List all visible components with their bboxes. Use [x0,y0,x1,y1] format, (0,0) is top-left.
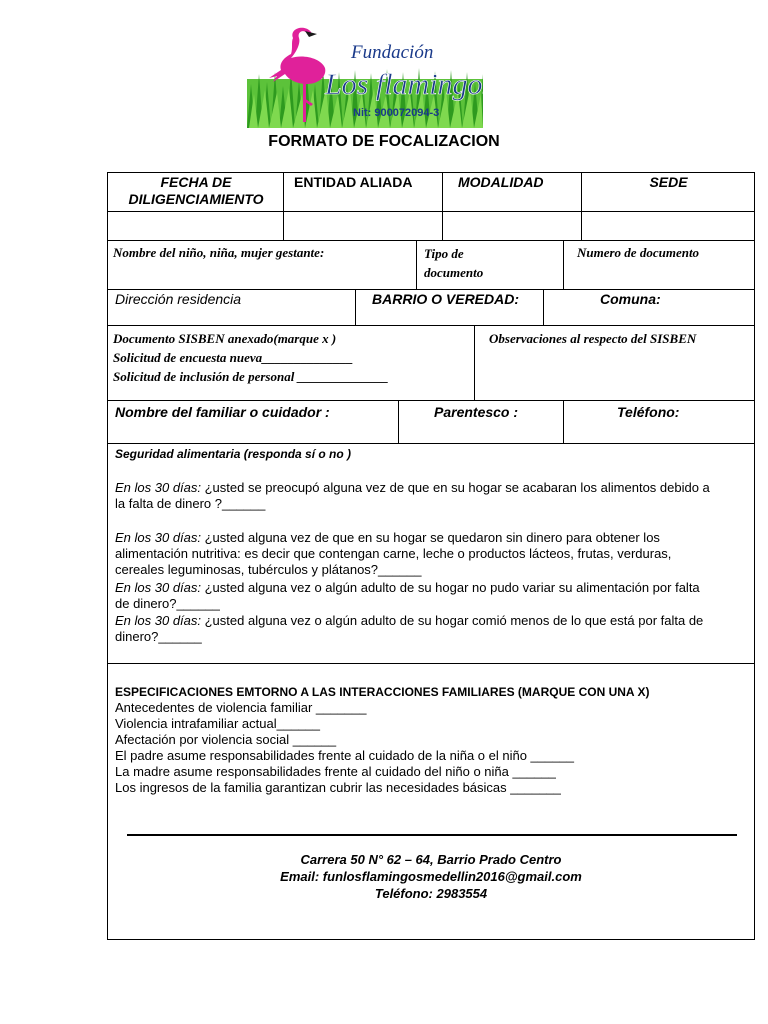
nombre-nino-label: Nombre del niño, niña, mujer gestante: [113,245,325,260]
especificacion-item: Los ingresos de la familia garantizan cubrir las necesidades básicas _______ [115,780,561,795]
question-1-line2: la falta de dinero ?______ [115,496,266,511]
divider [398,400,399,443]
divider [107,443,755,444]
sisben-observaciones-label: Observaciones al respecto del SISBEN [489,331,697,346]
divider [107,400,755,401]
question-4 [115,613,751,645]
sisben-encuesta-label: Solicitud de encuesta nueva______________ [113,350,354,365]
tipo-documento-line1: Tipo de [424,246,464,261]
question-3-line2: de dinero?______ [115,596,220,611]
form-title: FORMATO DE FOCALIZACION [268,133,500,150]
seguridad-heading: Seguridad alimentaria (responda sí o no ) [115,447,352,461]
question-4-line1: ¿usted alguna vez o algún adulto de su hogar comió menos de lo que está por falta de [201,613,704,628]
fecha-label-line1: FECHA DE [160,174,232,190]
especificacion-item: El padre asume responsabilidades frente al cuidado de la niña o el niño ______ [115,748,574,763]
divider [416,240,417,289]
logo-nit: Nit: 900072094-3 [353,107,440,119]
sisben-inclusion-label: Solicitud de inclusión de personal ______________ [113,369,389,384]
footer-rule [127,834,737,836]
divider [355,289,356,325]
question-1-line1: ¿usted se preocupó alguna vez de que en su hogar se acabaran los alimentos debido a [201,480,710,495]
foundation-logo [247,24,483,128]
direccion-label: Dirección residencia [115,291,242,307]
sisben-documento-label: Documento SISBEN anexado(marque x ) [113,331,337,346]
entidad-label: ENTIDAD ALIADA [294,174,413,190]
question-1 [115,480,751,512]
especificacion-item: Afectación por violencia social ______ [115,732,337,747]
question-2-prefix: En los 30 días: [115,530,201,545]
question-2-line3: cereales leguminosas, tubérculos y plátanos?______ [115,562,422,577]
comuna-label: Comuna: [600,291,661,307]
footer-email: Email: funlosflamingosmedellin2016@gmail.com [280,869,582,884]
flamingo-logo-graphic [247,24,483,128]
question-4-prefix: En los 30 días: [115,613,201,628]
divider [283,172,284,240]
question-1-prefix: En los 30 días: [115,480,201,495]
question-2 [115,530,751,578]
numero-documento-label: Numero de documento [577,245,700,260]
question-3-line1: ¿usted alguna vez o algún adulto de su hogar no pudo variar su alimentación por falta [201,580,700,595]
question-3-prefix: En los 30 días: [115,580,201,595]
footer-address: Carrera 50 N° 62 – 64, Barrio Prado Centro [300,852,562,867]
logo-line2: Los flamingos [325,68,483,101]
especificacion-item: Violencia intrafamiliar actual______ [115,716,320,731]
fecha-label-line2: DILIGENCIAMIENTO [128,191,264,207]
familiar-nombre-label: Nombre del familiar o cuidador : [115,404,330,420]
sede-label: SEDE [649,174,688,190]
parentesco-label: Parentesco : [434,404,519,420]
question-2-line1: ¿usted alguna vez de que en su hogar se quedaron sin dinero para obtener los [201,530,660,545]
divider [107,325,755,326]
modalidad-label: MODALIDAD [458,174,544,190]
tipo-documento-line2: documento [424,265,484,280]
divider [563,240,564,289]
tipo-documento-label [424,244,483,282]
divider [107,663,755,664]
question-3 [115,580,751,612]
divider [442,172,443,240]
fecha-label [110,174,282,208]
divider [543,289,544,325]
especificacion-item: La madre asume responsabilidades frente al cuidado del niño o niña ______ [115,764,556,779]
divider [107,240,755,241]
divider [107,211,755,212]
question-4-line2: dinero?______ [115,629,202,644]
telefono-familiar-label: Teléfono: [617,404,680,420]
divider [563,400,564,443]
barrio-label: BARRIO O VEREDAD: [372,291,520,307]
especificacion-item: Antecedentes de violencia familiar _______ [115,700,367,715]
especificaciones-list [115,700,751,796]
footer-phone: Teléfono: 2983554 [374,886,488,901]
divider [107,289,755,290]
especificaciones-heading: ESPECIFICACIONES EMTORNO A LAS INTERACCIONES FAMILIARES (MARQUE CON UNA X) [115,685,650,699]
divider [474,325,475,400]
logo-line1: Fundación [351,42,434,63]
question-2-line2: alimentación nutritiva: es decir que contengan carne, leche o productos lácteos, frutas, verduras, [115,546,672,561]
